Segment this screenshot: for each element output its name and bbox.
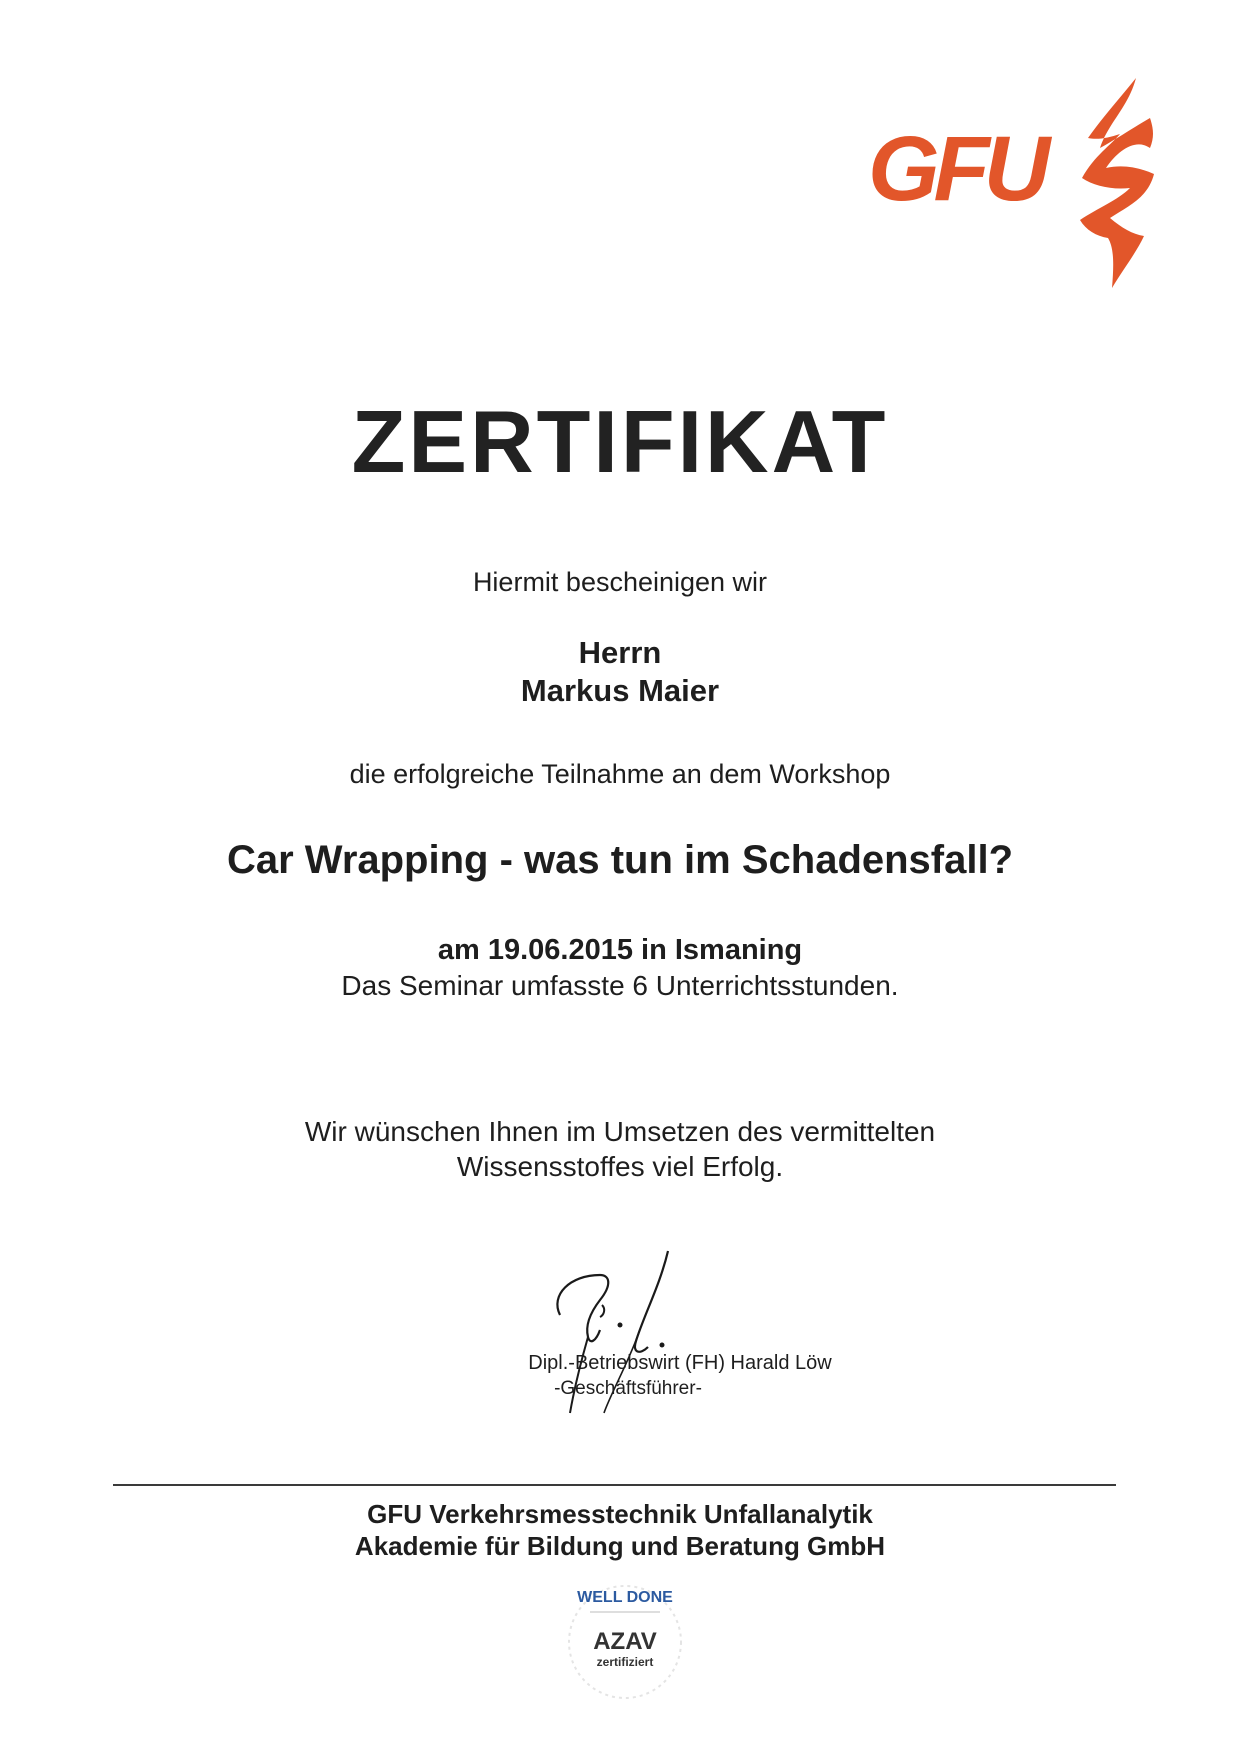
signer-role: -Geschäftsführer- xyxy=(554,1378,702,1399)
workshop-title: Car Wrapping - was tun im Schadensfall? xyxy=(226,838,1014,882)
azav-seal xyxy=(560,1572,690,1702)
recipient-name: Markus Maier xyxy=(520,673,720,708)
company-line-1: GFU Verkehrsmesstechnik Unfallanalytik xyxy=(367,1499,873,1529)
wish-line-1: Wir wünschen Ihnen im Umsetzen des vermittelten xyxy=(304,1116,936,1147)
gfu-logo xyxy=(868,78,1168,288)
recipient-block xyxy=(0,634,1240,710)
certificate-title: ZERTIFIKAT xyxy=(351,392,889,491)
wish-text xyxy=(0,1114,1240,1184)
wish-line-2: Wissensstoffes viel Erfolg. xyxy=(456,1151,784,1182)
seal-top-text: WELL DONE xyxy=(577,1589,673,1606)
signer-name: Dipl.-Betriebswirt (FH) Harald Löw xyxy=(528,1352,832,1374)
swirl-icon xyxy=(1058,78,1168,288)
company-name xyxy=(0,1498,1240,1562)
date-location: am 19.06.2015 in Ismaning xyxy=(437,934,803,966)
logo-text: GFU xyxy=(868,118,1045,220)
seal-label: AZAV xyxy=(593,1628,657,1655)
seminar-hours: Das Seminar umfasste 6 Unterrichtsstunden. xyxy=(341,970,899,1001)
salutation: Herrn xyxy=(578,635,662,670)
seal-sublabel: zertifiziert xyxy=(596,1655,654,1669)
footer-divider xyxy=(113,1484,1116,1486)
participation-text: die erfolgreiche Teilnahme an dem Workshop xyxy=(349,759,891,789)
company-line-2: Akademie für Bildung und Beratung GmbH xyxy=(354,1531,886,1561)
intro-text: Hiermit bescheinigen wir xyxy=(472,567,768,597)
